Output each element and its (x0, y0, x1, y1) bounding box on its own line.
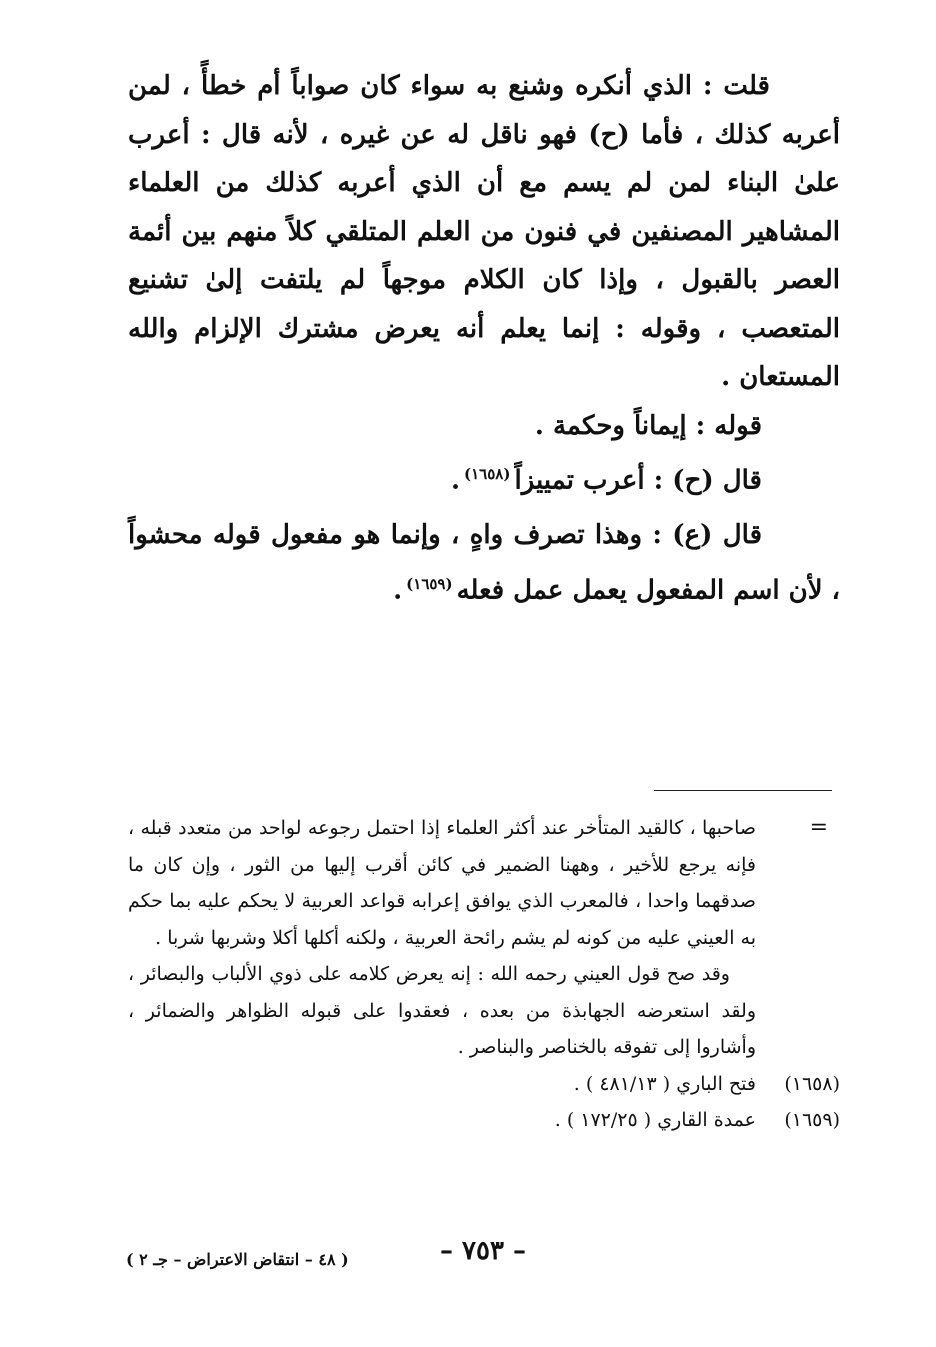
footnote-text: صاحبها ، كالقيد المتأخر عند أكثر العلماء إذا احتمل رجوعه لواحد من متعدد قبله ، فإنه يرجع للأخير ، وههنا الضمير في كائن أقرب إليها من الثور ، وإن كان ما صدقهما واحدا ، فالمعرب الذي يوافق إعرابه قواعد العربية لا يحكم عليه بما حكم به العيني عليه من كونه لم يشم رائحة العربية ، ولكنه أكلها أكلا وشربها شربا . (128, 817, 756, 949)
main-paragraph: قلت : الذي أنكره وشنع به سواء كان صواباً أم خطأً ، لمن أعربه كذلك ، فأما (ح) فهو ناقل له عن غيره ، لأنه قال : أعرب علىٰ البناء لمن لم يسم مع أن الذي أعربه كذلك من العلماء المشاهير المصنفين في فنون من العلم المتلقي كلاً منهم بين أئمة العصر بالقبول ، وإذا كان الكلام موجهاً لم يلتفت إلىٰ تشنيع المتعصب ، وقوله : إنما يعلم أنه يعرض مشترك الإلزام والله المستعان . (128, 71, 840, 392)
footnote-number: (١٦٥٩) (784, 1109, 840, 1131)
main-paragraph (128, 450, 840, 505)
paragraph-end: . (393, 575, 403, 606)
footnote-citation: فتح الباري ( ٤٨١/١٣ ) . (573, 1072, 756, 1095)
main-paragraph: قوله : إيماناً وحكمة . (534, 410, 762, 441)
paragraph-text: قال (ح) : أعرب تمييزاً (514, 465, 762, 496)
paragraph-text: قال (ع) : وهذا تصرف واهٍ ، وإنما هو مفعول قوله محشواً ، لأن اسم المفعول يعمل عمل فعله (128, 520, 840, 606)
paragraph-end: . (450, 465, 461, 496)
main-paragraph (128, 511, 840, 615)
footnotes-section (128, 810, 840, 1139)
footnote-entry (128, 1102, 840, 1139)
footnote-reference: (١٦٥٩) (406, 574, 453, 593)
footnote-citation: عمدة القاري ( ١٧٢/٢٥ ) . (554, 1109, 756, 1131)
footnote-paragraph: وقد صح قول العيني رحمه الله : إنه يعرض كلامه على ذوي الألباب والبصائر ، ولقد استعرضه الجهابذة من بعده ، فعقدوا على قبوله الظواهر والضمائر ، وأشاروا إلى تفوقه بالخناصر والبناصر . (128, 963, 756, 1058)
main-text (128, 62, 840, 615)
footnote-divider (654, 790, 832, 791)
footnote-continuation (128, 810, 840, 956)
footnote-number: (١٦٥٨) (784, 1072, 840, 1095)
page-number: – ٧٥٣ – (439, 1236, 527, 1266)
continuation-marker: = (809, 815, 828, 840)
printer-signature: ( ٤٨ – انتقاض الاعتراض – جـ ٢ ) (126, 1250, 349, 1269)
footnote-entry (128, 1066, 840, 1103)
footnote-reference: (١٦٥٨) (464, 465, 511, 483)
